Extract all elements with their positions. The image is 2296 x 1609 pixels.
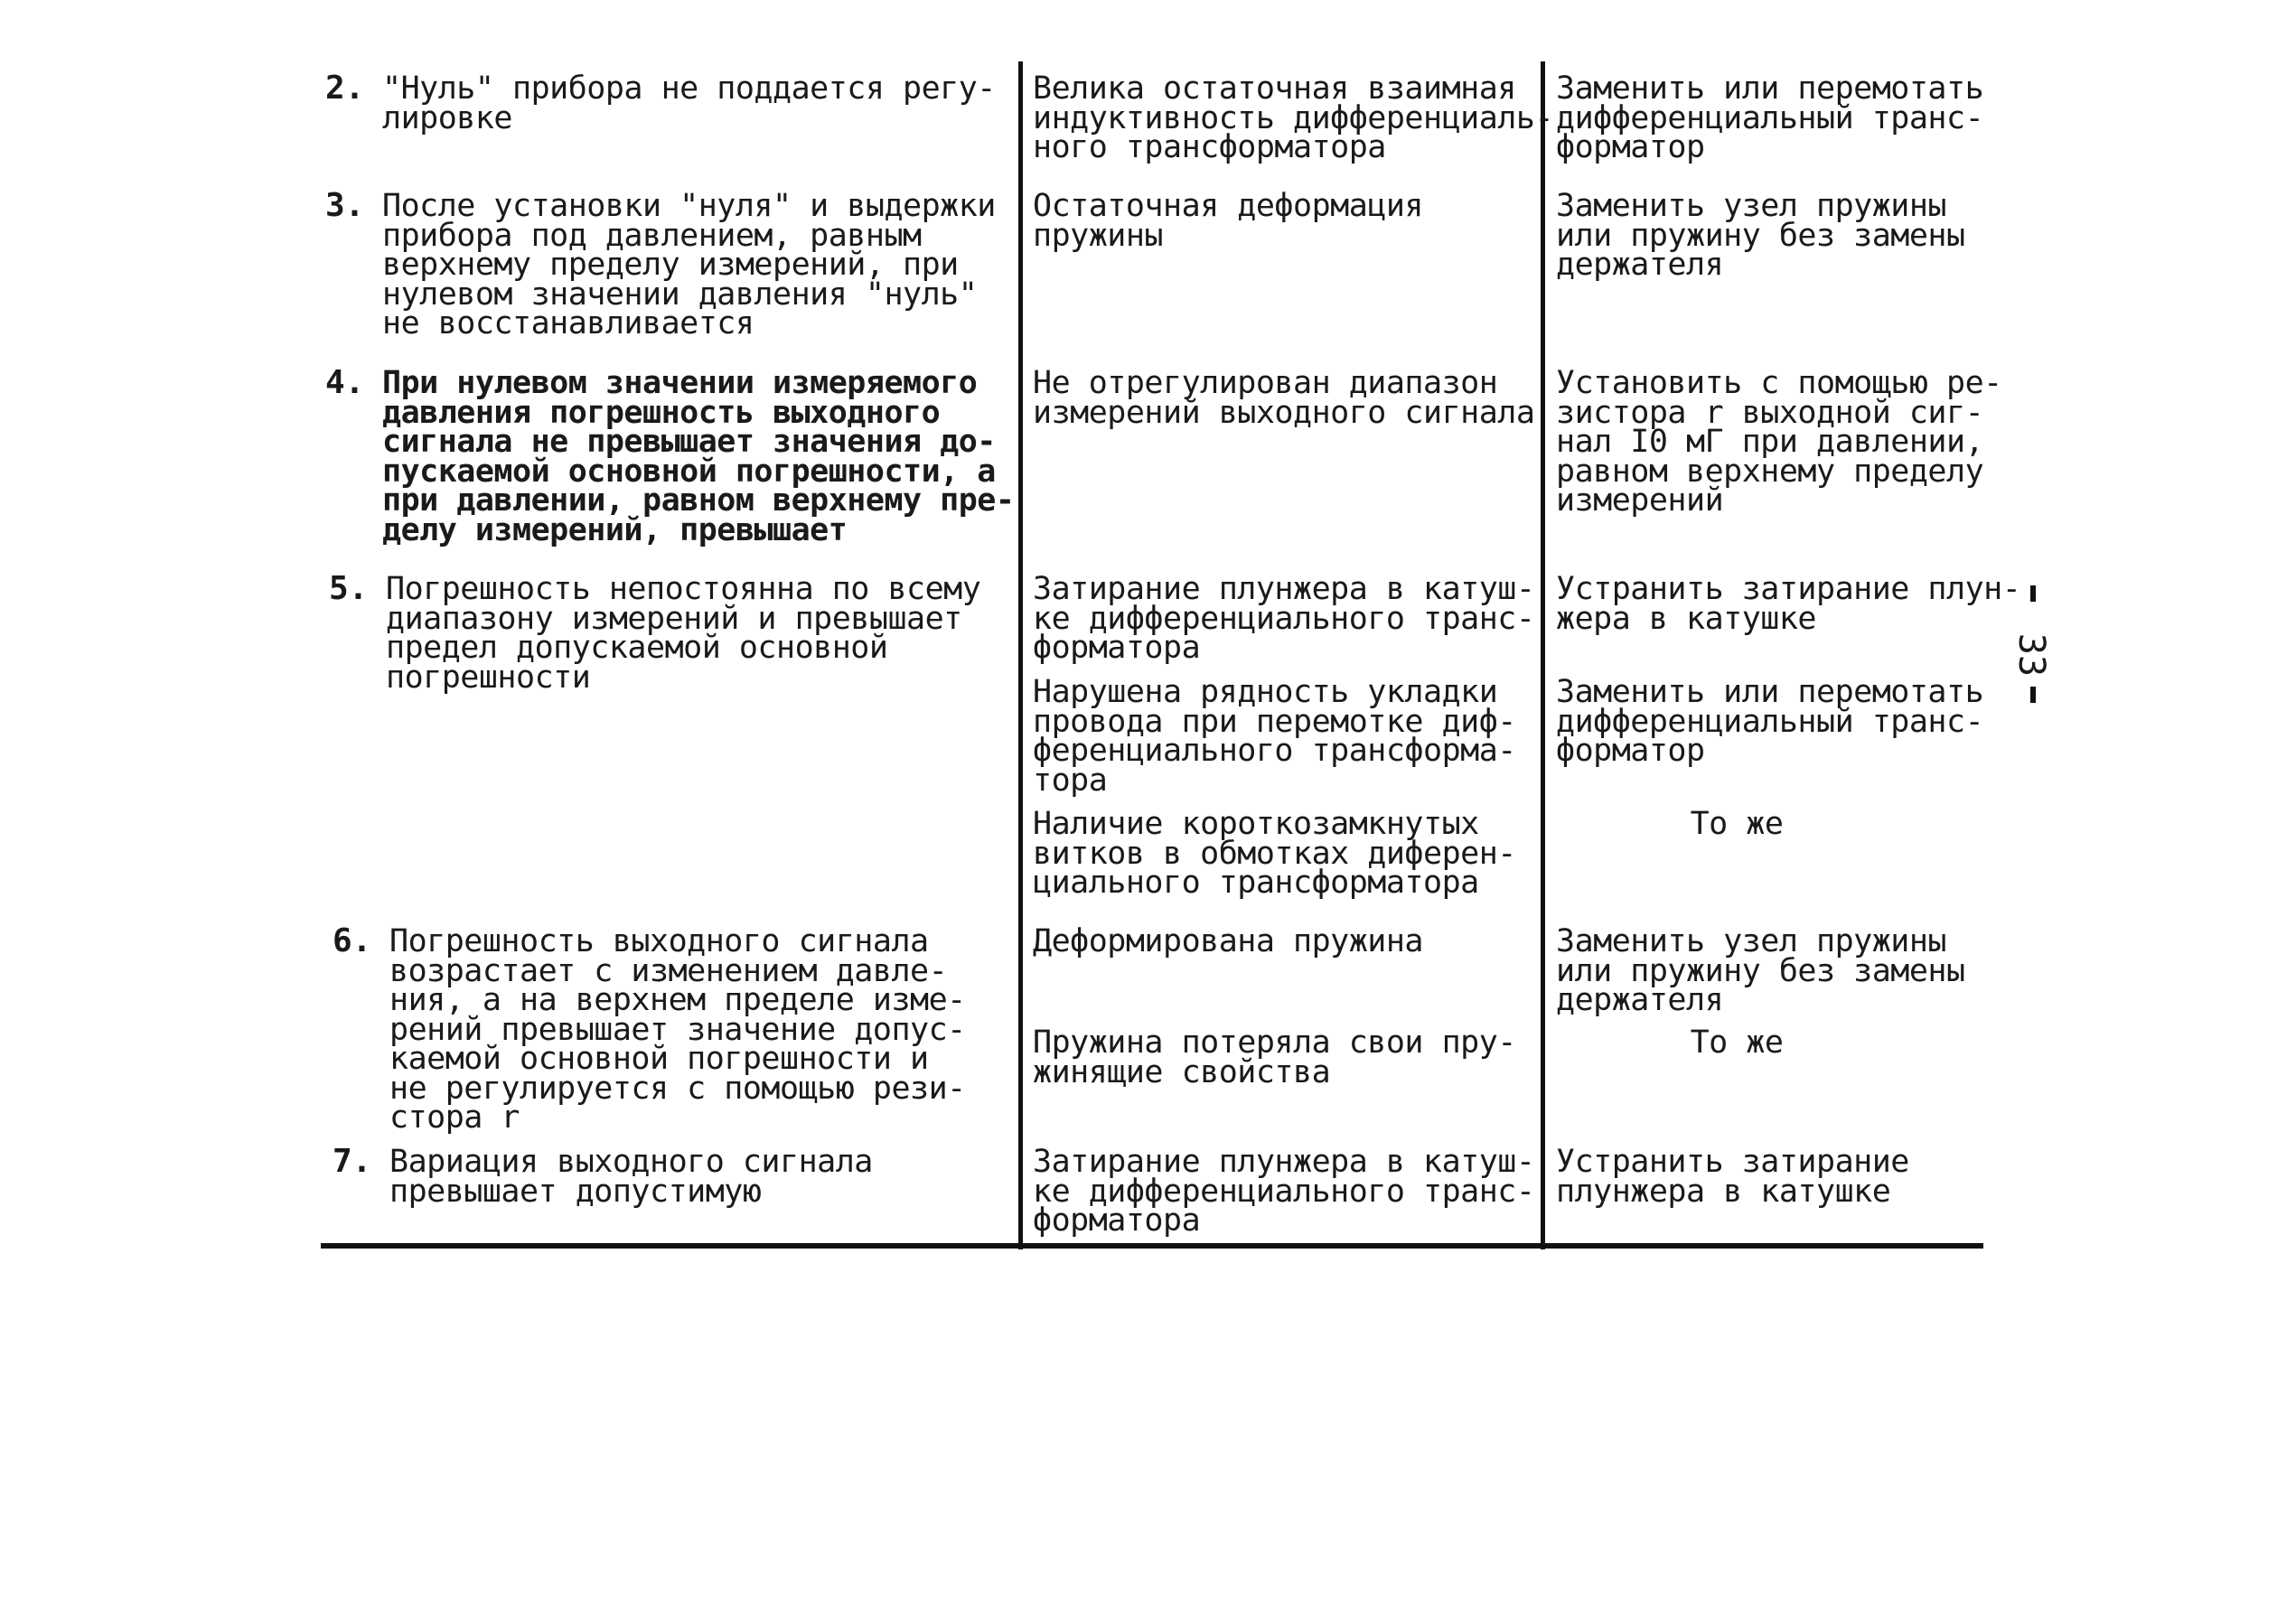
remedy-text: Установить с помощью ре- зистора r выходной сиг- нал I0 мГ при давлении, равном верхнему пределу измерений	[1556, 365, 2002, 519]
cause-text: Затирание плунжера в катуш- ке дифференциального транс- форматора	[1033, 1144, 1535, 1239]
cause-text: Нарушена рядность укладки провода при перемотке диф- ференциального трансформа- тора	[1033, 674, 1516, 799]
cause-text: Деформирована пружина	[1033, 923, 1424, 959]
row-number: 3.	[325, 187, 365, 224]
cause-text: Наличие короткозамкнутых витков в обмотках диферен- циального трансформатора	[1033, 806, 1516, 901]
remedy-text: Устранить затирание плун- жера в катушке	[1556, 571, 2021, 637]
remedy-text: Заменить узел пружины или пружину без замены держателя	[1556, 188, 1965, 283]
problem-text: При нулевом значении измеряемого давления погрешность выходного сигнала не превышает значения до- пускаемой основной погрешности, а при давлении, равном верхнему пре- делу измерений, превышает	[382, 365, 1015, 548]
cause-text: Не отрегулирован диапазон измерений выходного сигнала	[1033, 365, 1535, 431]
remedy-text: То же	[1690, 1024, 1784, 1061]
page-number-dash-top	[2030, 585, 2036, 602]
remedy-text: То же	[1690, 806, 1784, 842]
row-number: 6.	[333, 922, 372, 959]
row-number: 5.	[329, 570, 369, 607]
row-number: 2.	[325, 70, 365, 107]
problem-text: Погрешность непостоянна по всему диапазону измерений и превышает предел допускаемой основной погрешности	[386, 571, 981, 696]
remedy-text: Заменить или перемотать дифференциальный транс- форматор	[1556, 70, 1984, 165]
problem-text: Вариация выходного сигнала превышает допустимую	[389, 1144, 873, 1210]
cause-text: Пружина потеряла свои пру- жинящие свойства	[1033, 1024, 1516, 1090]
remedy-text: Заменить узел пружины или пружину без замены держателя	[1556, 923, 1965, 1018]
remedy-text: Устранить затирание плунжера в катушке	[1556, 1144, 1909, 1210]
problem-text: После установки "нуля" и выдержки прибора под давлением, равным верхнему пределу измерений, при нулевом значении давления "нуль" не восстанавливается	[382, 188, 996, 341]
page-number-text: 33	[2010, 632, 2053, 678]
row-number: 4.	[325, 364, 365, 401]
row-number: 7.	[333, 1143, 372, 1180]
column-divider-2	[1541, 61, 1545, 1249]
cause-text: Велика остаточная взаимная индуктивность дифференциаль- ного трансформатора	[1033, 70, 1554, 165]
problem-text: "Нуль" прибора не поддается регу- лировке	[382, 70, 996, 136]
remedy-text: Заменить или перемотать дифференциальный транс- форматор	[1556, 674, 1984, 769]
cause-text: Остаточная деформация пружины	[1033, 188, 1424, 254]
column-divider-1	[1018, 61, 1023, 1249]
table-bottom-rule	[321, 1243, 1983, 1249]
page-number-dash-bottom	[2030, 687, 2036, 703]
page-number	[2006, 578, 2060, 705]
cause-text: Затирание плунжера в катуш- ке дифференциального транс- форматора	[1033, 571, 1535, 666]
problem-text: Погрешность выходного сигнала возрастает с изменением давле- ния, а на верхнем пределе изме- рений превышает значение допус- каемой основной погрешности и не регулируется с помощью рези- стора r	[389, 923, 966, 1136]
